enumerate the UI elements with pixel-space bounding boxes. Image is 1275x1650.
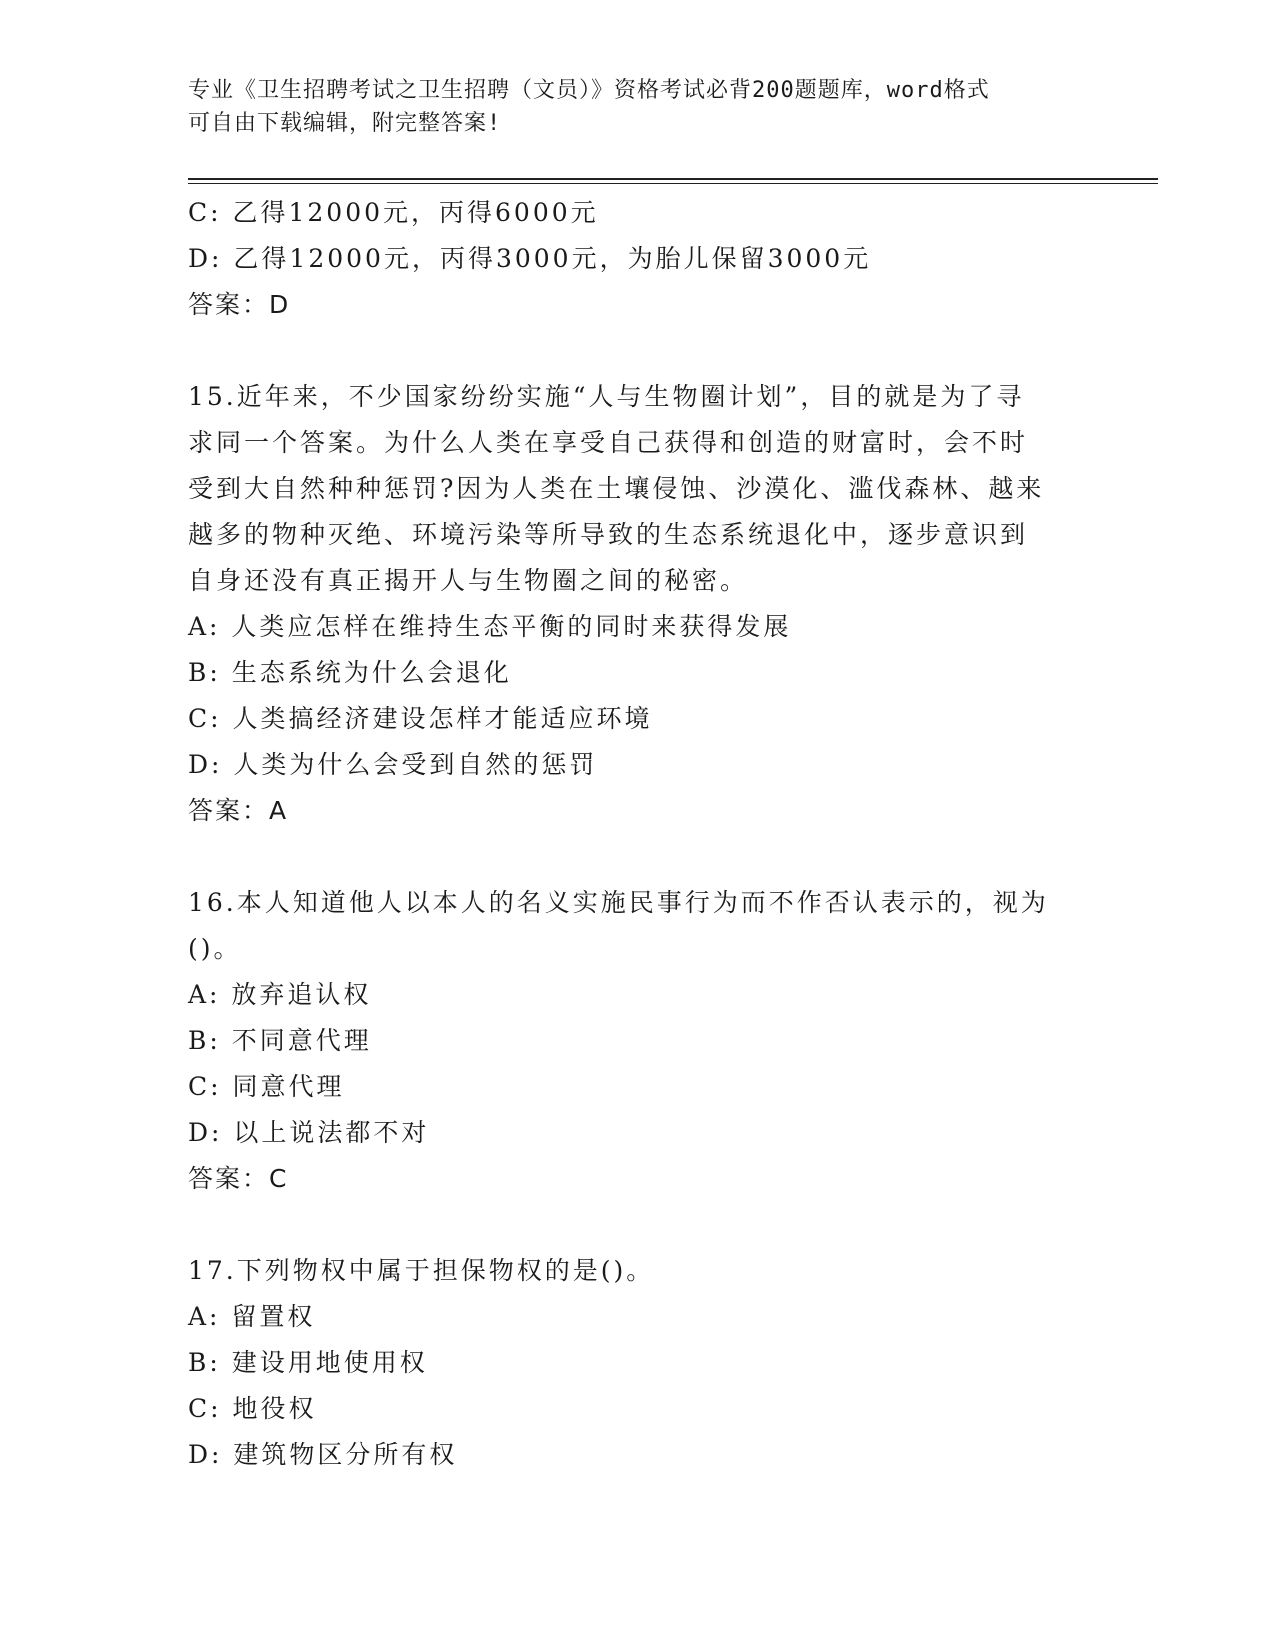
question-stem-line: 求同一个答案。为什么人类在享受自己获得和创造的财富时，会不时 (188, 428, 1029, 457)
answer-line: 答案：C (188, 1164, 289, 1193)
option-a: A: 留置权 (188, 1302, 316, 1331)
option-c: C: 乙得12000元，丙得6000元 (188, 198, 599, 227)
page-header (188, 74, 1088, 140)
option-b: B: 不同意代理 (188, 1026, 372, 1055)
question-stem-line: 自身还没有真正揭开人与生物圈之间的秘密。 (188, 566, 749, 595)
answer-line: 答案：A (188, 796, 289, 825)
question-stem-line: 16.本人知道他人以本人的名义实施民事行为而不作否认表示的，视为 (188, 888, 1049, 917)
question-stem-line: 受到大自然种种惩罚?因为人类在土壤侵蚀、沙漠化、滥伐森林、越来 (188, 474, 1045, 503)
option-d: D: 乙得12000元，丙得3000元，为胎儿保留3000元 (188, 244, 872, 273)
question-spacer (188, 834, 1088, 880)
question-stem-line: ()。 (188, 934, 242, 963)
question-stem-line: 越多的物种灭绝、环境污染等所导致的生态系统退化中，逐步意识到 (188, 520, 1029, 549)
option-c: C: 同意代理 (188, 1072, 345, 1101)
header-title-line-1: 专业《卫生招聘考试之卫生招聘（文员）》资格考试必背200题题库，word格式 (188, 78, 990, 103)
question-list (188, 190, 1088, 1478)
question-17 (188, 1248, 1088, 1478)
question-stem-line: 17.下列物权中属于担保物权的是()。 (188, 1256, 655, 1285)
question-15 (188, 374, 1088, 834)
option-d: D: 建筑物区分所有权 (188, 1440, 458, 1469)
question-16 (188, 880, 1088, 1202)
header-divider-thin (188, 183, 1158, 184)
option-a: A: 人类应怎样在维持生态平衡的同时来获得发展 (188, 612, 792, 641)
header-divider (188, 178, 1158, 180)
option-b: B: 生态系统为什么会退化 (188, 658, 512, 687)
option-a: A: 放弃追认权 (188, 980, 372, 1009)
header-title-line-2: 可自由下载编辑，附完整答案! (188, 111, 502, 136)
option-b: B: 建设用地使用权 (188, 1348, 428, 1377)
option-d: D: 以上说法都不对 (188, 1118, 430, 1147)
answer-line: 答案：D (188, 290, 291, 319)
question-stem-line: 15.近年来，不少国家纷纷实施“人与生物圈计划”，目的就是为了寻 (188, 382, 1025, 411)
question-spacer (188, 328, 1088, 374)
question-spacer (188, 1202, 1088, 1248)
option-c: C: 地役权 (188, 1394, 317, 1423)
option-c: C: 人类搞经济建设怎样才能适应环境 (188, 704, 653, 733)
option-d: D: 人类为什么会受到自然的惩罚 (188, 750, 598, 779)
question-14-tail (188, 190, 1088, 328)
